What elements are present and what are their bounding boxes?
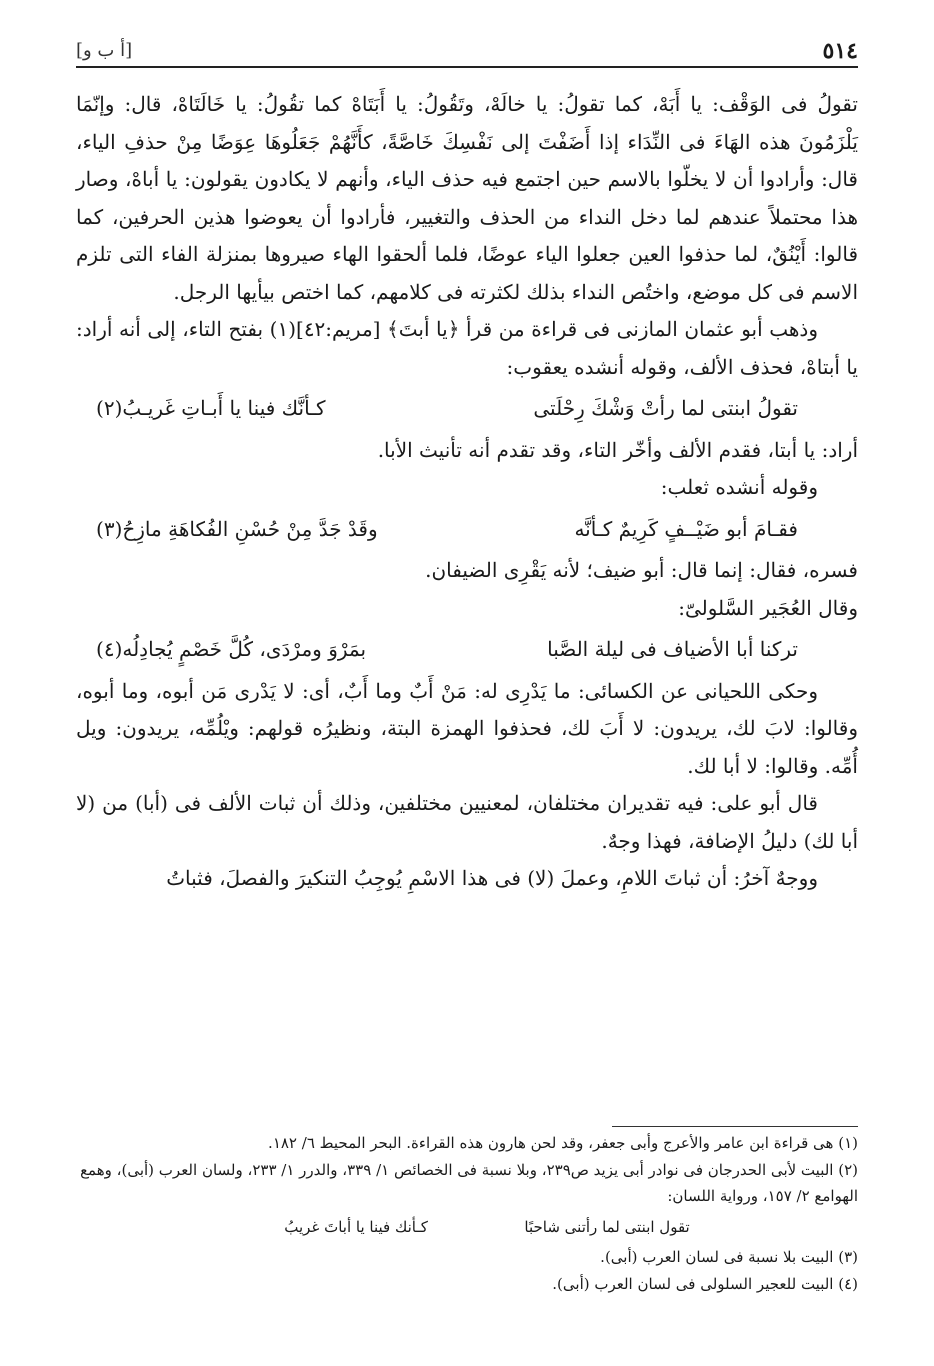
poetry-verse [76,511,858,549]
verse-second-hemistich: بمَرْوَ ومرْدَى، كُلَّ خَصْمٍ يُجادِلُه(٤) [96,637,367,661]
paragraph: وحكى اللحيانى عن الكسائى: ما يَدْرِى له: مَنْ أَبٌ وما أَبٌ، أى: لا يَدْرى مَن أبوه، وما أبوه، وقالوا: لابَ لك، يريدون: لا أَبَ لك، فحذفوا الهمزة البتة، ونظيرُه قولهم: ويْلُمِّه، يريدون: ويل أُمِّه. وقالوا: لا أبا لك. [76,678,858,778]
footnotes [76,1130,858,1297]
paragraph: ووجهٌ آخرُ: أن ثباتَ اللامِ، وعملَ (لا) فى هذا الاسْمِ يُوجِبُ التنكيرَ والفصلَ، فثباتُ [166,866,818,890]
footnote: (١) هى قراءة ابن عامر والأعرج وأبى جعفر، وقد لحن هارون هذه القراءة. البحر المحيط ٦/ ١٨٢. [268,1134,858,1152]
poetry-verse [76,631,858,669]
footnote-verse [76,1214,858,1241]
verse-second-hemistich: كـأنك فينا يا أباتَ غريبُ [284,1217,428,1236]
verse-second-hemistich: وقَدْ جَدَّ مِنْ حُسْنِ الفُكاهَةِ مازِحُ(٣) [96,516,378,541]
paragraph: وقال العُجَير السَّلولىّ: [678,595,858,620]
header-rule [76,66,858,68]
main-text [76,86,858,898]
verse-first-hemistich: تقولُ ابنتى لما رأتْ وَشْكَ رِحْلَتى [533,396,798,420]
verse-first-hemistich: تركنا أبا الأضياف فى ليلة الصَّبا [547,637,798,661]
page-number: ٥١٤ [822,38,858,64]
poetry-verse [76,390,858,428]
paragraph: وقوله أنشده ثعلب: [660,475,818,499]
footnote: (٣) البيت بلا نسبة فى لسان العرب (أبى). [600,1248,858,1266]
paragraph: فسره، فقال: إنما قال: أبو ضيف؛ لأنه يَقْرِى الضيفان. [425,558,858,582]
footnote: (٢) البيت لأبى الحدرجان فى نوادر أبى يزيد ص٢٣٩، وبلا نسبة فى الخصائص ١/ ٣٣٩، والدرر ١/ ٢٣٣، ولسان العرب (أبى)، وهمع الهوامع ٢/ ١٥٧، ورواية اللسان: [80,1160,858,1205]
footnote-separator [612,1126,858,1127]
verse-first-hemistich: تقول ابنتى لما رأتنى شاحبًا [524,1217,690,1236]
verse-second-hemistich: كـأنَّك فينا يا أَبـاتِ غَريـبُ(٢) [96,396,326,420]
verse-first-hemistich: فقـامَ أبو ضَيْــفٍ كَرِيمٌ كـأنَّه [574,516,798,541]
footnote: (٤) البيت للعجير السلولى فى لسان العرب (أبى). [552,1274,858,1293]
paragraph: قال أبو على: فيه تقديران مختلفان، لمعنيين مختلفين، وذلك أن ثبات الألف فى (أبا) من (لا أبا لك) دليلُ الإضافة، فهذا وجهٌ. [76,791,858,853]
paragraph: وذهب أبو عثمان المازنى فى قراءة من قرأ ﴿يا أبتَ﴾ [مريم:٤٢](١) بفتح التاء، إلى أنه أراد: يا أبتاهْ، فحذف الألف، وقوله أنشده يعقوب: [76,317,858,379]
page-header [76,24,858,68]
paragraph: تقولُ فى الوَقْف: يا أَبَهْ، كما تقولُ: يا خالَهْ، وتَقُولُ: يا أَبَتَاهْ كما تقُولُ: يا خَالَتَاهْ، قال: وإنّمَا يَلْزَمُونَ هذه الهَاءَ فى النِّدَاء إذا أَضَفْتَ إلى نَفْسِكَ خَاصَّةً، كأَنَّهُمْ جَعَلُوهَا عِوَضًا مِنْ حذفِ الياء، قال: وأرادوا أن لا يخلّوا بالاسم حين اجتمع فيه حذف الياء، وأنهم لا يكادون يقولون: يا أباهْ، وصار هذا محتملاً عندهم لما دخل النداء من الحذف والتغيير، فأرادوا أن يعوضوا هذين الحرفين، كما قالوا: أَيْنُقٌ، لما حذفوا العين جعلوا الياء عوضًا، فلما ألحقوا الهاء صيروها بمنزلة الفاء التى تلزم الاسم فى كل موضع، واختُص النداء بذلك لكثرته فى كلامهم، كما اختص بيأيها الرجل. [76,92,859,304]
section-tag: [أ ب و] [76,40,133,61]
paragraph: أراد: يا أبتا، فقدم الألف وأخّر التاء، وقد تقدم أنه تأنيث الأبا. [377,437,858,462]
